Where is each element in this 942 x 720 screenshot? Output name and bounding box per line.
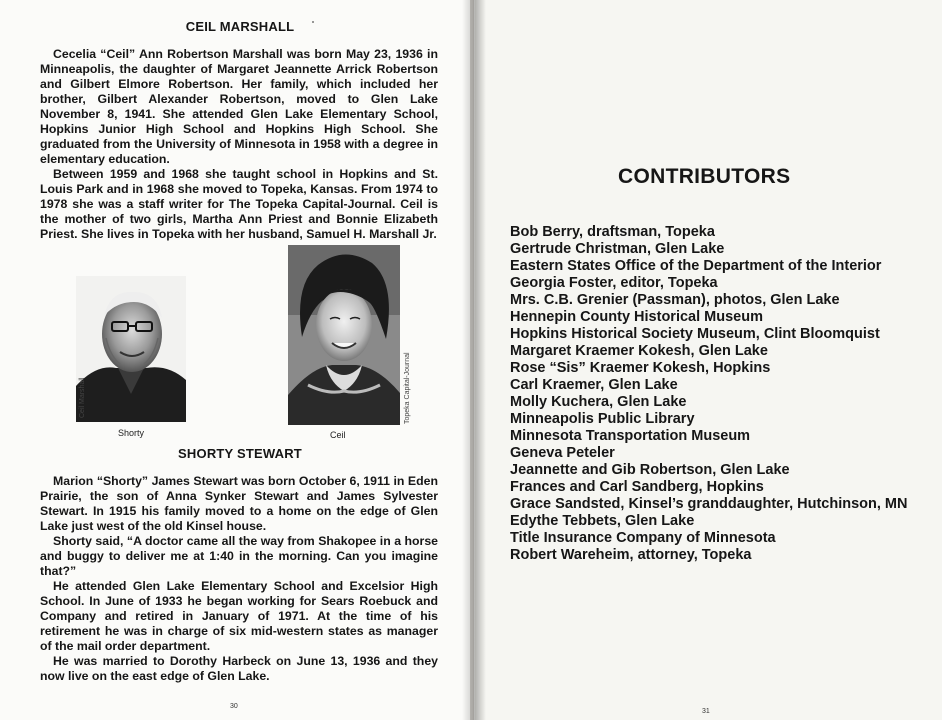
contributor-item: Georgia Foster, editor, Topeka [510,275,718,291]
ceil-photo-credit: Topeka Capital-Journal [404,352,411,424]
contributor-item: Carl Kraemer, Glen Lake [510,377,678,393]
shorty-portrait-image [76,276,186,422]
left-page [0,0,470,720]
paper-speck [312,21,314,23]
ceil-paragraph-1: Cecelia “Ceil” Ann Robertson Marshall was born May 23, 1936 in Minneapolis, the daughter of Margaret Jeannette Arrick Robertson and Gilbert Elmore Robertson. Her family, which included her brother, Gilbert Alexander Robertson, moved to Glen Lake November 8, 1941. She attended Glen Lake Elementary School, Hopkins Junior High School and Hopkins High School. She graduated from the University of Minnesota in 1958 with a degree in elementary education. [40,47,438,166]
ceil-marshall-biography [40,47,438,242]
contributor-item: Margaret Kraemer Kokesh, Glen Lake [510,343,768,359]
contributor-item: Minneapolis Public Library [510,411,695,427]
right-page [474,0,942,720]
shorty-photo-credit: Ceil Marshall [79,377,86,418]
right-page-number: 31 [702,708,710,715]
contributor-item: Robert Wareheim, attorney, Topeka [510,547,752,563]
left-page-number: 30 [230,703,238,710]
ceil-paragraph-2: Between 1959 and 1968 she taught school in Hopkins and St. Louis Park and in 1968 she moved to Topeka, Kansas. From 1974 to 1978 she was a staff writer for The Topeka Capital-Journal. Ceil is the mother of two girls, Martha Ann Priest and Bonnie Elizabeth Priest. She lives in Topeka with her husband, Samuel H. Marshall Jr. [40,167,438,241]
ceil-portrait-image [288,245,400,425]
shorty-stewart-photo [76,276,186,422]
contributors-list [510,224,920,564]
book-gutter-shadow [462,0,486,720]
shorty-photo-caption: Shorty [118,428,145,438]
contributor-item: Geneva Peteler [510,445,615,461]
contributor-item: Minnesota Transportation Museum [510,428,751,444]
contributor-item: Hennepin County Historical Museum [510,309,763,325]
contributor-item: Title Insurance Company of Minnesota [510,530,776,546]
contributor-item: Bob Berry, draftsman, Topeka [510,224,715,240]
shorty-paragraph-3: He attended Glen Lake Elementary School and Excelsior High School. In June of 1933 he began working for Sears Roebuck and Company and retired in January of 1971. At the time of his retirement he was in charge of six mid-western states as manager of the mail order department. [40,579,438,653]
shorty-stewart-biography [40,474,438,684]
contributors-heading: CONTRIBUTORS [618,165,791,188]
contributor-item: Frances and Carl Sandberg, Hopkins [510,479,764,495]
contributor-item: Molly Kuchera, Glen Lake [510,394,687,410]
contributor-item: Grace Sandsted, Kinsel’s granddaughter, Hutchinson, MN [510,496,908,512]
contributor-item: Rose “Sis” Kraemer Kokesh, Hopkins [510,360,771,376]
shorty-stewart-heading: SHORTY STEWART [178,446,302,461]
ceil-photo-caption: Ceil [330,430,346,440]
shorty-paragraph-1: Marion “Shorty” James Stewart was born October 6, 1911 in Eden Prairie, the son of Anna Synker Stewart and James Sylvester Stewart. In 1915 his family moved to a home on the edge of Glen Lake just west of the old Kinsel house. [40,474,438,533]
contributor-item: Edythe Tebbets, Glen Lake [510,513,695,529]
contributor-item: Eastern States Office of the Department of the Interior [510,258,882,274]
contributor-item: Hopkins Historical Society Museum, Clint Bloomquist [510,326,880,342]
ceil-marshall-heading: CEIL MARSHALL [185,19,295,34]
contributor-item: Gertrude Christman, Glen Lake [510,241,725,257]
contributor-item: Jeannette and Gib Robertson, Glen Lake [510,462,790,478]
shorty-paragraph-4: He was married to Dorothy Harbeck on June 13, 1936 and they now live on the east edge of Glen Lake. [40,654,438,683]
contributor-item: Mrs. C.B. Grenier (Passman), photos, Glen Lake [510,292,840,308]
shorty-paragraph-2: Shorty said, “A doctor came all the way from Shakopee in a horse and buggy to deliver me at 1:40 in the morning. Can you imagine that?” [40,534,438,578]
ceil-marshall-photo [288,245,400,425]
